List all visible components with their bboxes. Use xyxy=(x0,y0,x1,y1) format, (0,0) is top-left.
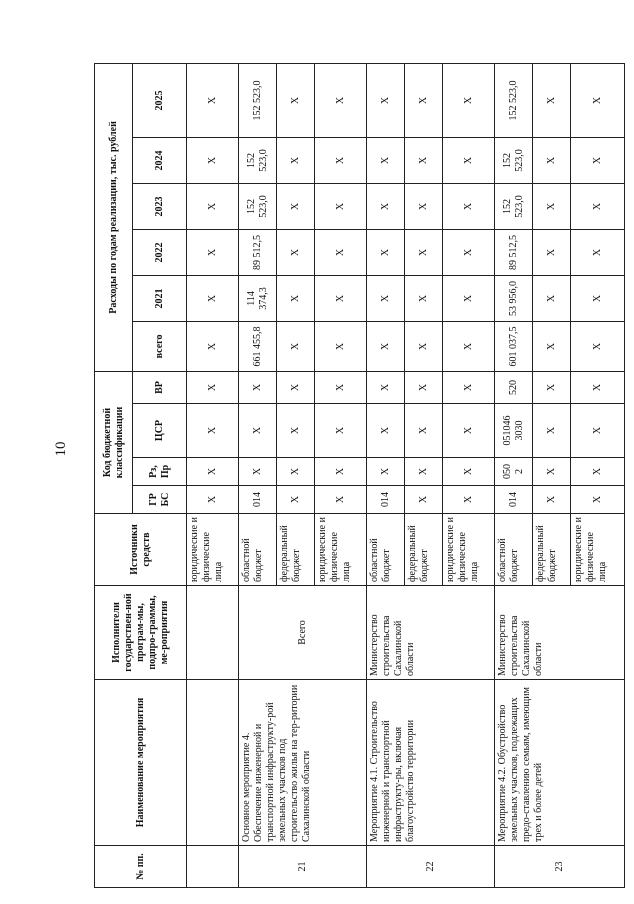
header-2024: 2024 xyxy=(133,137,187,183)
cell-grbs: 014 xyxy=(239,486,277,514)
cell-grbs: 014 xyxy=(367,486,405,514)
cell-2023: Х xyxy=(187,183,239,229)
cell-2025: Х xyxy=(315,63,367,137)
cell-source: областной бюджет xyxy=(367,514,405,586)
cell-2023: Х xyxy=(405,183,443,229)
cell-2023: Х xyxy=(315,183,367,229)
cell-2023: Х xyxy=(367,183,405,229)
cell-2022: Х xyxy=(315,229,367,275)
cell-csr: Х xyxy=(533,404,571,458)
cell-source: юридические и физические лица xyxy=(187,514,239,586)
cell-rzpr: Х xyxy=(277,458,315,486)
cell-name: Мероприятие 4.2. Обустройство земельных участков, подлежащих предо-ставлению семьям, имеющим трех и более детей xyxy=(495,680,625,846)
cell-num: 23 xyxy=(495,846,625,888)
cell-rzpr: Х xyxy=(533,458,571,486)
cell-2023: Х xyxy=(533,183,571,229)
cell-2022: Х xyxy=(443,229,495,275)
cell-rzpr: Х xyxy=(405,458,443,486)
header-grbs: ГР БС xyxy=(133,486,187,514)
cell-2021: Х xyxy=(187,275,239,321)
cell-rzpr: Х xyxy=(443,458,495,486)
cell-total: Х xyxy=(533,321,571,371)
table-row xyxy=(239,63,277,887)
table-row xyxy=(495,63,533,887)
cell-2024: Х xyxy=(533,137,571,183)
cell-2021: Х xyxy=(367,275,405,321)
cell-source: областной бюджет xyxy=(239,514,277,586)
cell-name: Основное мероприятие 4. Обеспечение инженерной и транспортной инфраструкту-рой земельных участков под строительство жилья на тер-ритории Сахалинской области xyxy=(239,680,367,846)
cell-vr: Х xyxy=(533,371,571,403)
cell-2022: Х xyxy=(187,229,239,275)
cell-2025: 152 523,0 xyxy=(495,63,533,137)
header-2021: 2021 xyxy=(133,275,187,321)
cell-vr: Х xyxy=(277,371,315,403)
cell-2023: 152 523,0 xyxy=(239,183,277,229)
cell-csr: Х xyxy=(571,404,625,458)
header-name: Наименование мероприятия xyxy=(95,680,187,846)
cell-csr: Х xyxy=(315,404,367,458)
cell-vr: Х xyxy=(571,371,625,403)
cell-2022: Х xyxy=(367,229,405,275)
header-rzpr: Рз, Пр xyxy=(133,458,187,486)
cell-2025: 152 523,0 xyxy=(239,63,277,137)
cell-source: федеральный бюджет xyxy=(277,514,315,586)
cell-executor xyxy=(187,586,239,680)
cell-grbs: 014 xyxy=(495,486,533,514)
cell-2024: Х xyxy=(443,137,495,183)
cell-grbs: Х xyxy=(443,486,495,514)
cell-2024: 152 523,0 xyxy=(495,137,533,183)
cell-2021: Х xyxy=(315,275,367,321)
cell-total: 661 455,8 xyxy=(239,321,277,371)
cell-2025: Х xyxy=(571,63,625,137)
cell-vr: Х xyxy=(187,371,239,403)
cell-csr: Х xyxy=(187,404,239,458)
cell-vr: Х xyxy=(239,371,277,403)
cell-vr: Х xyxy=(315,371,367,403)
cell-rzpr: Х xyxy=(187,458,239,486)
cell-vr: Х xyxy=(405,371,443,403)
cell-2021: Х xyxy=(405,275,443,321)
cell-csr: Х xyxy=(239,404,277,458)
cell-vr: Х xyxy=(443,371,495,403)
cell-2021: Х xyxy=(533,275,571,321)
cell-csr: Х xyxy=(405,404,443,458)
cell-rzpr: Х xyxy=(239,458,277,486)
table-row xyxy=(187,63,239,887)
cell-total: Х xyxy=(443,321,495,371)
cell-2025: Х xyxy=(405,63,443,137)
cell-rzpr: 050 2 xyxy=(495,458,533,486)
cell-grbs: Х xyxy=(315,486,367,514)
cell-2023: Х xyxy=(277,183,315,229)
header-executor: Исполнители государствен-ной програм-мы, подпро-граммы, ме-роприятия xyxy=(95,586,187,680)
header-vr: ВР xyxy=(133,371,187,403)
cell-total: Х xyxy=(405,321,443,371)
cell-executor: Министерство строительства Сахалинской области xyxy=(495,586,625,680)
cell-2021: 53 956,0 xyxy=(495,275,533,321)
cell-2024: Х xyxy=(277,137,315,183)
cell-rzpr: Х xyxy=(315,458,367,486)
cell-num: 21 xyxy=(239,846,367,888)
cell-2025: Х xyxy=(187,63,239,137)
header-2023: 2023 xyxy=(133,183,187,229)
cell-csr: 051046 3030 xyxy=(495,404,533,458)
cell-2024: Х xyxy=(571,137,625,183)
rotated-table-wrapper xyxy=(94,64,608,888)
header-expenses-group: Расходы по годам реализации, тыс. рублей xyxy=(95,63,133,371)
cell-source: областной бюджет xyxy=(495,514,533,586)
page-number: 10 xyxy=(53,441,69,457)
cell-2024: 152 523,0 xyxy=(239,137,277,183)
budget-table-frame xyxy=(94,64,608,888)
cell-total: Х xyxy=(277,321,315,371)
cell-vr: Х xyxy=(367,371,405,403)
cell-2025: Х xyxy=(533,63,571,137)
header-row-top xyxy=(95,63,133,887)
cell-source: юридические и физические лица xyxy=(443,514,495,586)
cell-2022: Х xyxy=(405,229,443,275)
header-total: всего xyxy=(133,321,187,371)
header-source: Источники средств xyxy=(95,514,187,586)
cell-name: Мероприятие 4.1. Строительство инженерной и транспортной инфраструкту-ры, включая благоустройство территории xyxy=(367,680,495,846)
cell-2024: Х xyxy=(315,137,367,183)
cell-csr: Х xyxy=(277,404,315,458)
cell-2024: Х xyxy=(405,137,443,183)
cell-2021: Х xyxy=(443,275,495,321)
cell-2022: Х xyxy=(571,229,625,275)
cell-num: 22 xyxy=(367,846,495,888)
cell-source: федеральный бюджет xyxy=(533,514,571,586)
cell-2023: Х xyxy=(571,183,625,229)
cell-executor: Всего xyxy=(239,586,367,680)
cell-num xyxy=(187,846,239,888)
cell-source: юридические и физические лица xyxy=(571,514,625,586)
cell-total: Х xyxy=(571,321,625,371)
header-budget-group: Код бюджетной классификации xyxy=(95,371,133,513)
cell-2023: 152 523,0 xyxy=(495,183,533,229)
cell-csr: Х xyxy=(367,404,405,458)
cell-grbs: Х xyxy=(405,486,443,514)
cell-2023: Х xyxy=(443,183,495,229)
cell-total: Х xyxy=(367,321,405,371)
cell-vr: 520 xyxy=(495,371,533,403)
cell-csr: Х xyxy=(443,404,495,458)
header-2025: 2025 xyxy=(133,63,187,137)
cell-2021: Х xyxy=(571,275,625,321)
cell-2025: Х xyxy=(443,63,495,137)
cell-rzpr: Х xyxy=(367,458,405,486)
cell-2021: 114 374,3 xyxy=(239,275,277,321)
cell-2024: Х xyxy=(187,137,239,183)
cell-rzpr: Х xyxy=(571,458,625,486)
header-2022: 2022 xyxy=(133,229,187,275)
cell-2025: Х xyxy=(277,63,315,137)
cell-grbs: Х xyxy=(187,486,239,514)
cell-grbs: Х xyxy=(277,486,315,514)
header-csr: ЦСР xyxy=(133,404,187,458)
cell-2022: Х xyxy=(533,229,571,275)
cell-grbs: Х xyxy=(533,486,571,514)
cell-total: 601 037,5 xyxy=(495,321,533,371)
cell-executor: Министерство строительства Сахалинской области xyxy=(367,586,495,680)
budget-table xyxy=(94,63,625,888)
cell-2022: Х xyxy=(277,229,315,275)
cell-name xyxy=(187,680,239,846)
cell-2025: Х xyxy=(367,63,405,137)
cell-grbs: Х xyxy=(571,486,625,514)
cell-2021: Х xyxy=(277,275,315,321)
cell-source: федеральный бюджет xyxy=(405,514,443,586)
cell-2022: 89 512,5 xyxy=(495,229,533,275)
table-row xyxy=(367,63,405,887)
cell-total: Х xyxy=(187,321,239,371)
cell-2022: 89 512,5 xyxy=(239,229,277,275)
header-num: № пп. xyxy=(95,846,187,888)
cell-total: Х xyxy=(315,321,367,371)
cell-source: юридические и физические лица xyxy=(315,514,367,586)
cell-2024: Х xyxy=(367,137,405,183)
